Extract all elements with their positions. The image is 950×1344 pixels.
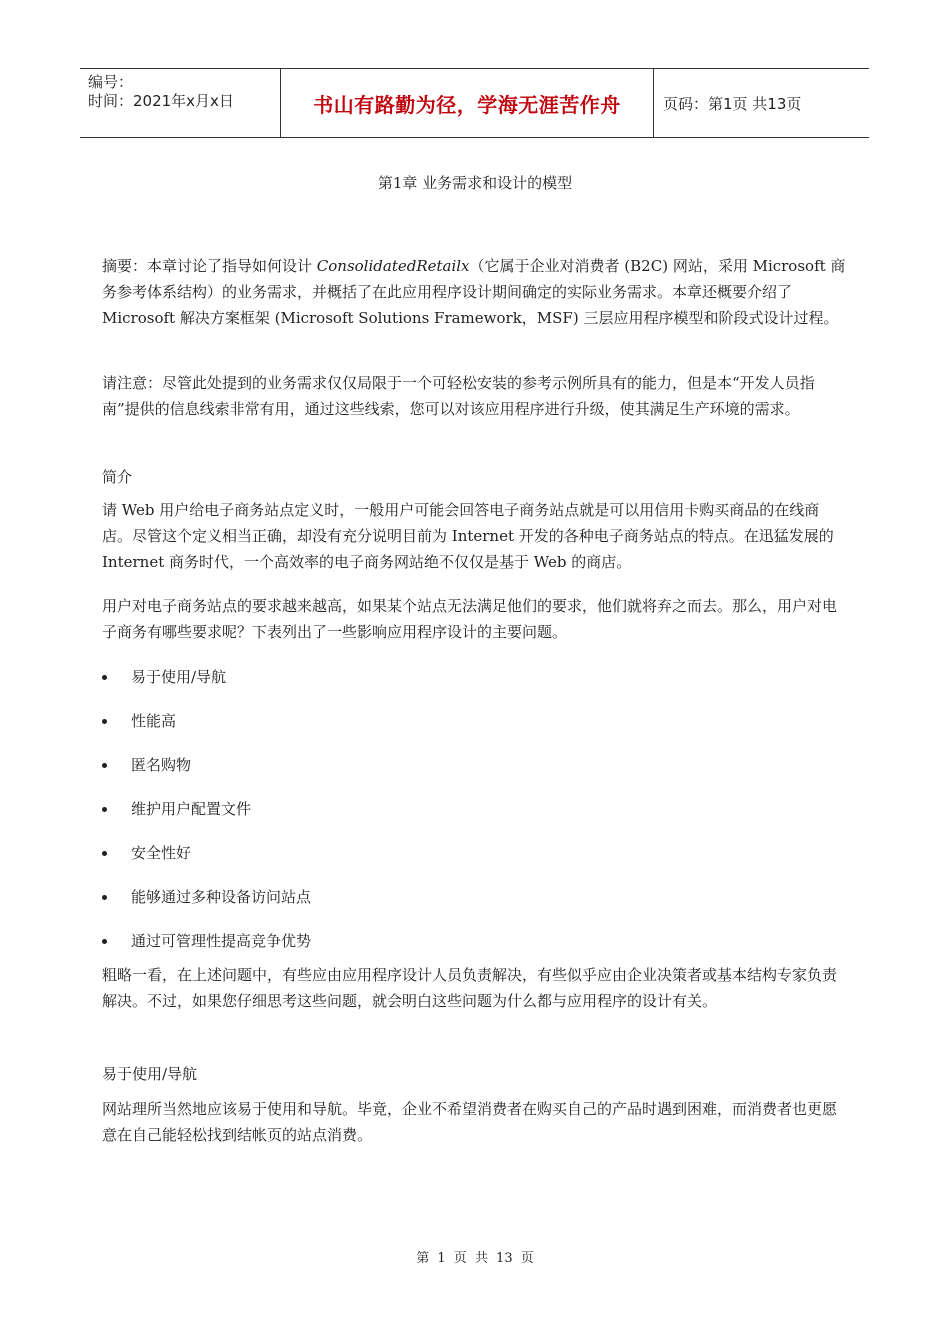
bullet-icon	[102, 807, 107, 812]
intro-paragraph-1: 请 Web 用户给电子商务站点定义时，一般用户可能会回答电子商务站点就是可以用信用卡购买商品的在线商店。尽管这个定义相当正确，却没有充分说明目前为 Internet 开发的各种电子商务站点的特点。在迅猛发展的 Internet 商务时代，一个高效率的电子商务网站绝不仅仅是基于 Web 的商店。	[102, 501, 834, 571]
bullet-icon	[102, 719, 107, 724]
abstract-suffix: （它属于企业对消费者 (B2C) 网站，采用 Microsoft 商务参考体系结构）的业务需求，并概括了在此应用程序设计期间确定的实际业务需求。本章还概要介绍了 Microsoft 解决方案框架 (Microsoft Solutions Framework，MSF) 三层应用程序模型和阶段式设计过程。	[102, 257, 846, 327]
header-motto-cell	[281, 69, 654, 137]
header-page-info: 页码：第1页 共13页	[663, 94, 802, 113]
section-heading: 易于使用/导航	[102, 1065, 198, 1083]
abstract-product-name: ConsolidatedRetailx	[316, 257, 470, 275]
after-bullets-paragraph: 粗略一看，在上述问题中，有些应由应用程序设计人员负责解决，有些似乎应由企业决策者或基本结构专家负责解决。不过，如果您仔细思考这些问题，就会明白这些问题为什么都与应用程序的设计有关。	[102, 966, 838, 1010]
header-motto: 书山有路勤为径，学海无涯苦作舟	[313, 92, 621, 117]
section-paragraph: 网站理所当然地应该易于使用和导航。毕竟，企业不希望消费者在购买自己的产品时遇到困难，而消费者也更愿意在自己能轻松找到结帐页的站点消费。	[102, 1100, 838, 1144]
chapter-title: 第1章 业务需求和设计的模型	[377, 174, 573, 192]
note-paragraph: 请注意：尽管此处提到的业务需求仅仅局限于一个可轻松安装的参考示例所具有的能力，但是本“开发人员指南”提供的信息线索非常有用，通过这些线索，您可以对该应用程序进行升级，使其满足生产环境的需求。	[102, 374, 815, 418]
intro-paragraph-2: 用户对电子商务站点的要求越来越高，如果某个站点无法满足他们的要求，他们就将弃之而去。那么，用户对电子商务有哪些要求呢？下表列出了一些影响应用程序设计的主要问题。	[102, 597, 838, 641]
bullet-icon	[102, 763, 107, 768]
document-number-label: 编号：	[88, 73, 134, 91]
bullet-icon	[102, 675, 107, 680]
bullet-icon	[102, 895, 107, 900]
bullet-icon	[102, 939, 107, 944]
header-page-cell	[654, 69, 869, 137]
abstract-prefix: 摘要：本章讨论了指导如何设计	[102, 257, 317, 275]
page-footer: 第 1 页 共 13 页	[416, 1251, 534, 1266]
document-time-label: 时间：2021年x月x日	[88, 92, 234, 110]
header-meta-cell	[80, 69, 281, 137]
intro-heading: 简介	[102, 468, 133, 486]
page-header	[80, 68, 869, 138]
bullet-icon	[102, 851, 107, 856]
abstract-paragraph	[102, 253, 848, 331]
